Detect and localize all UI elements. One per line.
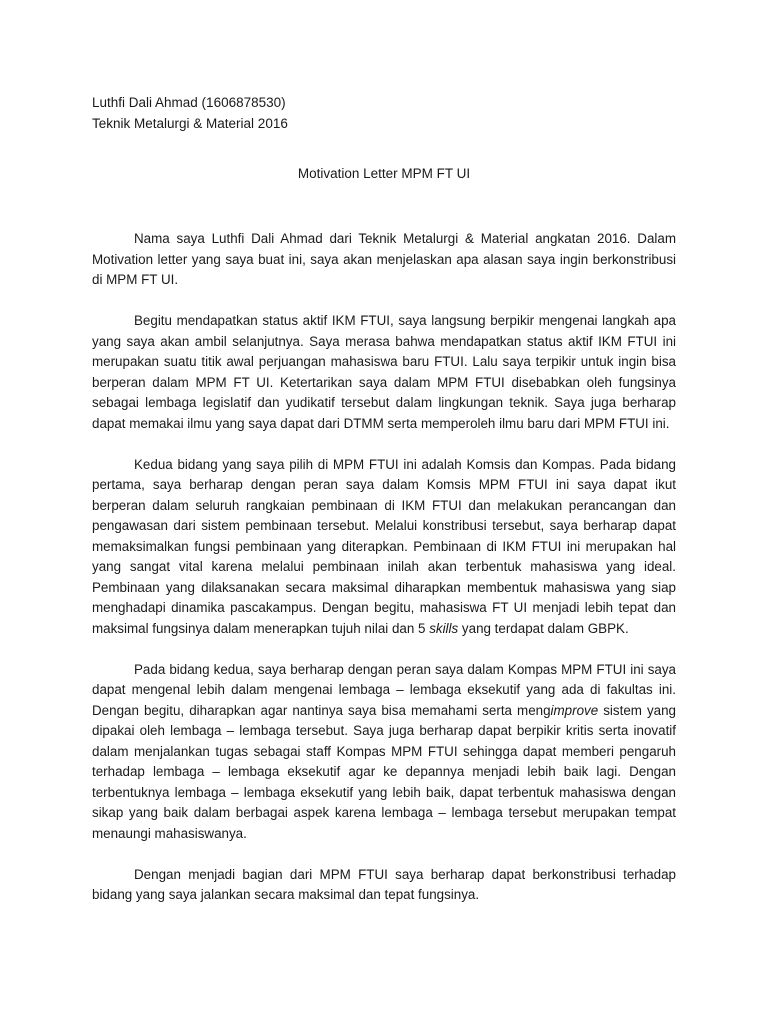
letter-title: Motivation Letter MPM FT UI — [297, 166, 471, 181]
paragraph-komsis-italic: skills — [429, 620, 459, 636]
letter-header — [92, 92, 288, 134]
paragraph-kompas — [92, 660, 676, 845]
letter-body — [92, 229, 676, 906]
paragraph-komsis-end: yang terdapat dalam GBPK. — [458, 620, 629, 636]
paragraph-kompas-end: sistem yang dipakai oleh lembaga – lembaga tersebut. Saya juga berharap dapat berpikir kritis serta inovatif dalam menjalankan tugas sebagai staff Kompas MPM FTUI sehingga dapat memberi pengaruh terhadap lembaga – lembaga eksekutif agar ke depannya menjadi lebih baik lagi. Dengan terbentuknya lembaga – lembaga eksekutif yang lebih baik, dapat terbentuk mahasiswa dengan sikap yang baik dalam berbagai aspek karena lembaga – lembaga tersebut merupakan tempat menaungi mahasiswanya. — [92, 702, 677, 841]
paragraph-motivation: Begitu mendapatkan status aktif IKM FTUI, saya langsung berpikir mengenai langkah apa yang saya akan ambil selanjutnya. Saya merasa bahwa mendapatkan status aktif IKM FTUI ini merupakan suatu titik awal perjuangan mahasiswa baru FTUI. Lalu saya terpikir untuk ingin bisa berperan dalam MPM FT UI. Ketertarikan saya dalam MPM FTUI disebabkan oleh fungsinya sebagai lembaga legislatif dan yudikatif tersebut dalam lingkungan teknik. Saya juga berharap dapat memakai ilmu yang saya dapat dari DTMM serta memperoleh ilmu baru dari MPM FTUI ini. — [92, 313, 676, 431]
paragraph-kompas-italic: improve — [550, 702, 599, 718]
paragraph-kompas-text: Pada bidang kedua, saya berharap dengan peran saya dalam Kompas MPM FTUI ini saya dapat mengenal lebih dalam mengenai lembaga – lembaga eksekutif yang ada di fakultas ini. Dengan begitu, diharapkan agar nantinya saya bisa memahami serta meng — [92, 661, 676, 718]
paragraph-closing: Dengan menjadi bagian dari MPM FTUI saya berharap dapat berkonstribusi terhadap bidang yang saya jalankan secara maksimal dan tepat fungsinya. — [92, 866, 676, 902]
paragraph-introduction: Nama saya Luthfi Dali Ahmad dari Teknik Metalurgi & Material angkatan 2016. Dalam Motivation letter yang saya buat ini, saya akan menjelaskan apa alasan saya ingin berkonstribusi di MPM FT UI. — [92, 231, 676, 287]
paragraph-komsis-text: Kedua bidang yang saya pilih di MPM FTUI ini adalah Komsis dan Kompas. Pada bidang pertama, saya berharap dengan peran saya dalam Komsis MPM FTUI ini saya dapat ikut berperan dalam seluruh rangkaian pembinaan di IKM FTUI dan melakukan perancangan dan pengawasan dari sistem pembinaan tersebut. Melalui konstribusi tersebut, saya berharap dapat memaksimalkan fungsi pembinaan yang diterapkan. Pembinaan di IKM FTUI ini merupakan hal yang sangat vital karena melalui pembinaan inilah akan terbentuk mahasiswa yang ideal. Pembinaan yang dilaksanakan secara maksimal diharapkan membentuk mahasiswa yang siap menghadapi dinamika pascakampus. Dengan begitu, mahasiswa FT UI menjadi lebih tepat dan maksimal fungsinya dalam menerapkan tujuh nilai dan 5 — [92, 456, 676, 636]
paragraph-komsis — [92, 455, 676, 640]
author-name-line: Luthfi Dali Ahmad (1606878530) — [92, 95, 286, 110]
author-program-line: Teknik Metalurgi & Material 2016 — [92, 116, 288, 131]
